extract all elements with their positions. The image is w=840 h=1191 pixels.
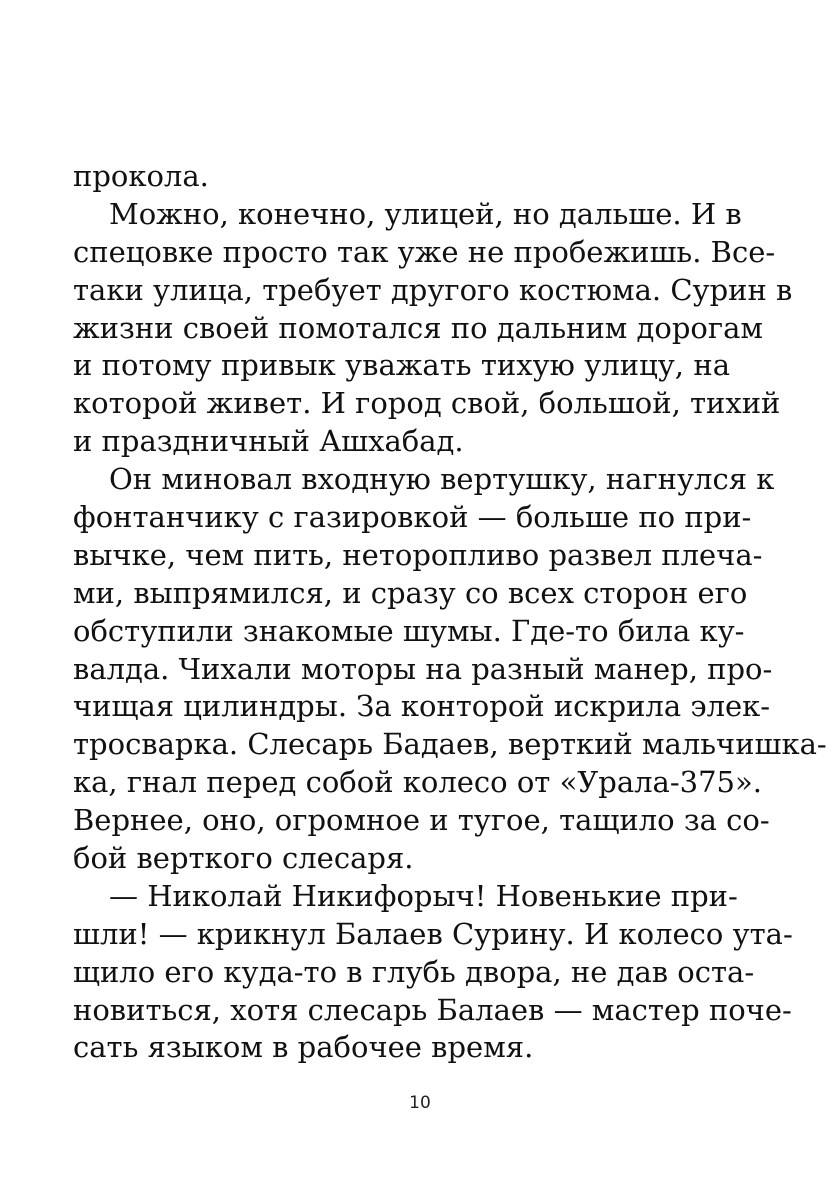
text-line: спецовке просто так уже не пробежишь. Все-: [73, 234, 776, 269]
text-line: бой верткого слесаря.: [73, 841, 414, 876]
text-line: и праздничный Ашхабад.: [73, 424, 464, 459]
text-line: которой живет. И город свой, большой, тихий: [73, 386, 781, 421]
text-line: сать языком в рабочее время.: [73, 1030, 534, 1065]
text-line: валда. Чихали моторы на разный манер, про-: [73, 651, 773, 686]
page-number: 10: [409, 1093, 431, 1113]
text-line: Можно, конечно, улицей, но дальше. И в: [109, 196, 742, 231]
text-line: ка, гнал перед собой колесо от «Урала-375».: [73, 765, 762, 800]
text-line: тросварка. Слесарь Бадаев, верткий мальчишка-: [73, 727, 827, 762]
text-line: прокола.: [73, 159, 209, 193]
text-line: ми, выпрямился, и сразу со всех сторон его: [73, 575, 748, 610]
body-text: [73, 158, 827, 1067]
text-line: фонтанчику с газировкой — больше по при-: [73, 500, 752, 535]
text-line: щило его куда-то в глубь двора, не дав оста-: [73, 954, 755, 989]
text-line: новиться, хотя слесарь Балаев — мастер поче-: [73, 992, 792, 1027]
text-line: жизни своей помотался по дальним дорогам: [73, 310, 763, 345]
text-line: чищая цилиндры. За конторой искрила элек-: [73, 689, 771, 724]
text-line: шли! — крикнул Балаев Сурину. И колесо ута-: [73, 916, 793, 951]
text-line: обступили знакомые шумы. Где-то била ку-: [73, 613, 745, 648]
text-line: Вернее, оно, огромное и тугое, тащило за со-: [73, 803, 770, 838]
text-line: вычке, чем пить, неторопливо развел плеча-: [73, 537, 763, 572]
text-line: и потому привык уважать тихую улицу, на: [73, 348, 730, 383]
text-line: таки улица, требует другого костюма. Сурин в: [73, 272, 793, 307]
text-line: Он миновал входную вертушку, нагнулся к: [109, 462, 775, 497]
text-line: — Николай Никифорыч! Новенькие при-: [109, 878, 738, 913]
